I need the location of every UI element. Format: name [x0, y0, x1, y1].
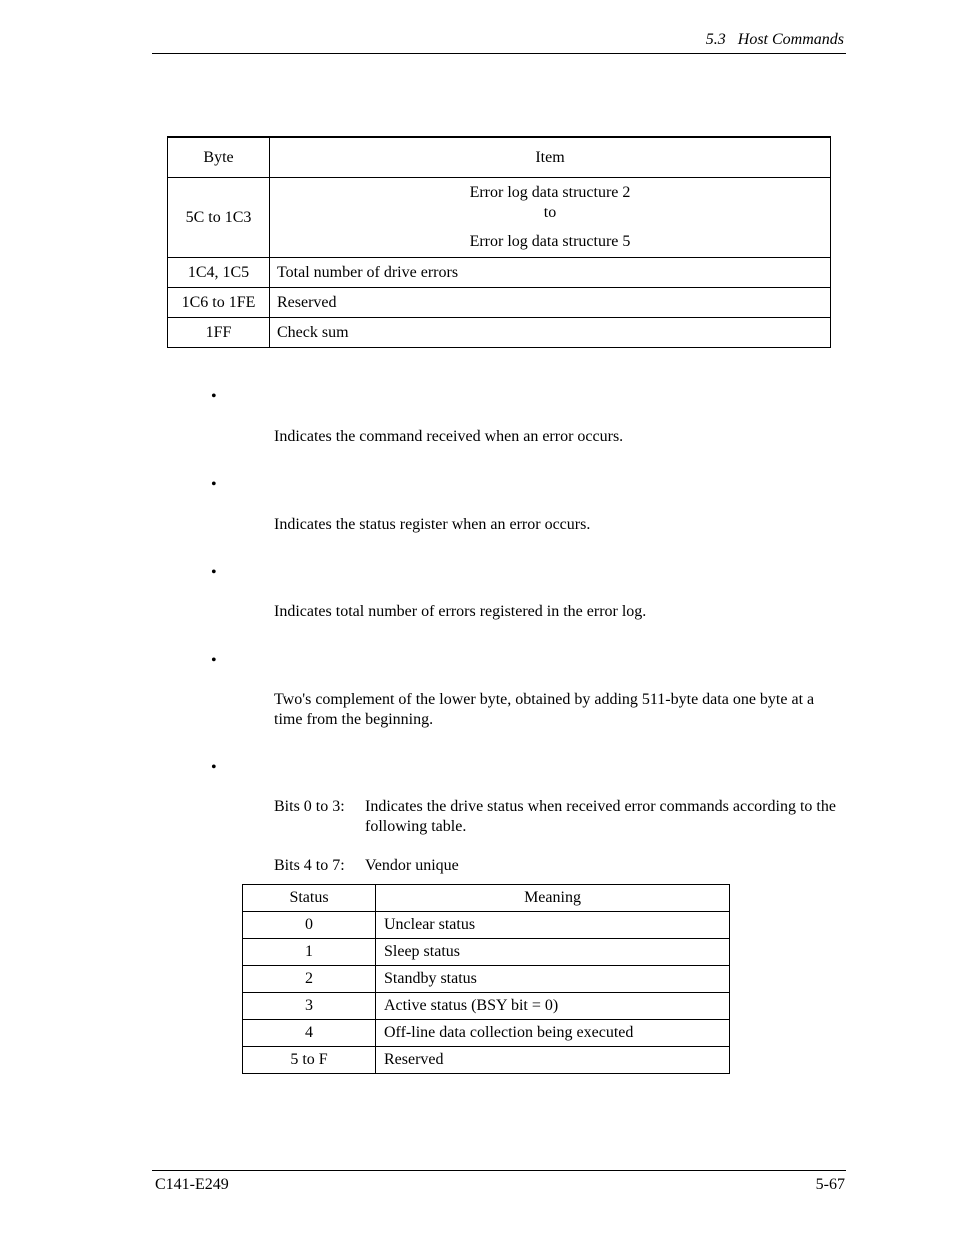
bullet-marker: • — [211, 652, 217, 669]
table-header-row — [243, 885, 730, 912]
bits-definition — [274, 797, 844, 837]
meaning-cell: Off-line data collection being executed — [376, 1020, 730, 1047]
status-cell: 1 — [243, 939, 376, 966]
column-header-meaning: Meaning — [376, 885, 730, 912]
footer-rule — [152, 1170, 846, 1171]
status-cell: 2 — [243, 966, 376, 993]
bits-label: Bits 4 to 7: — [274, 857, 345, 874]
item-line: Error log data structure 2 — [469, 184, 631, 201]
bits-definition — [274, 856, 844, 876]
document-id: C141-E249 — [155, 1176, 229, 1193]
item-line: Error log data structure 5 — [469, 233, 631, 250]
byte-cell: 1C4, 1C5 — [168, 258, 270, 288]
status-cell: 4 — [243, 1020, 376, 1047]
bullet-marker: • — [211, 759, 217, 776]
meaning-cell: Standby status — [376, 966, 730, 993]
error-log-table — [167, 136, 831, 348]
header-rule — [152, 53, 846, 54]
header-section-title: Host Commands — [737, 31, 844, 48]
table-row — [168, 258, 831, 288]
table-row — [243, 993, 730, 1020]
table-row — [243, 939, 730, 966]
meaning-cell: Sleep status — [376, 939, 730, 966]
table-row — [168, 318, 831, 348]
column-header-status: Status — [243, 885, 376, 912]
item-line: to — [543, 204, 557, 221]
bullet-marker: • — [211, 564, 217, 581]
item-cell: Total number of drive errors — [270, 258, 831, 288]
item-cell — [270, 178, 831, 258]
bullet-marker: • — [211, 476, 217, 493]
bullet-marker: • — [211, 388, 217, 405]
byte-cell: 5C to 1C3 — [168, 178, 270, 258]
description-paragraph: Two's complement of the lower byte, obtained by adding 511-byte data one byte at a time from the beginning. — [274, 691, 815, 728]
table-row — [243, 1020, 730, 1047]
table-row — [243, 1047, 730, 1074]
meaning-cell: Unclear status — [376, 912, 730, 939]
status-cell: 3 — [243, 993, 376, 1020]
running-header — [706, 31, 844, 49]
item-cell: Reserved — [270, 288, 831, 318]
status-cell: 5 to F — [243, 1047, 376, 1074]
table-row — [243, 966, 730, 993]
table-row — [168, 288, 831, 318]
description-paragraph: Indicates the command received when an error occurs. — [274, 428, 624, 445]
item-cell: Check sum — [270, 318, 831, 348]
byte-cell: 1C6 to 1FE — [168, 288, 270, 318]
description-paragraph: Indicates the status register when an error occurs. — [274, 516, 591, 533]
table-row — [168, 178, 831, 258]
column-header-byte: Byte — [168, 137, 270, 178]
drive-status-table — [242, 884, 730, 1074]
bits-description: Vendor unique — [365, 857, 459, 874]
table-header-row — [168, 137, 831, 178]
bits-description: Indicates the drive status when received error commands according to the following table. — [365, 798, 836, 835]
bits-label: Bits 0 to 3: — [274, 798, 345, 815]
byte-cell: 1FF — [168, 318, 270, 348]
meaning-cell: Reserved — [376, 1047, 730, 1074]
meaning-cell: Active status (BSY bit = 0) — [376, 993, 730, 1020]
header-section-number: 5.3 — [705, 31, 726, 48]
page-number: 5-67 — [815, 1176, 845, 1193]
status-cell: 0 — [243, 912, 376, 939]
description-paragraph: Indicates total number of errors registered in the error log. — [274, 603, 647, 620]
table-row — [243, 912, 730, 939]
column-header-item: Item — [270, 137, 831, 178]
